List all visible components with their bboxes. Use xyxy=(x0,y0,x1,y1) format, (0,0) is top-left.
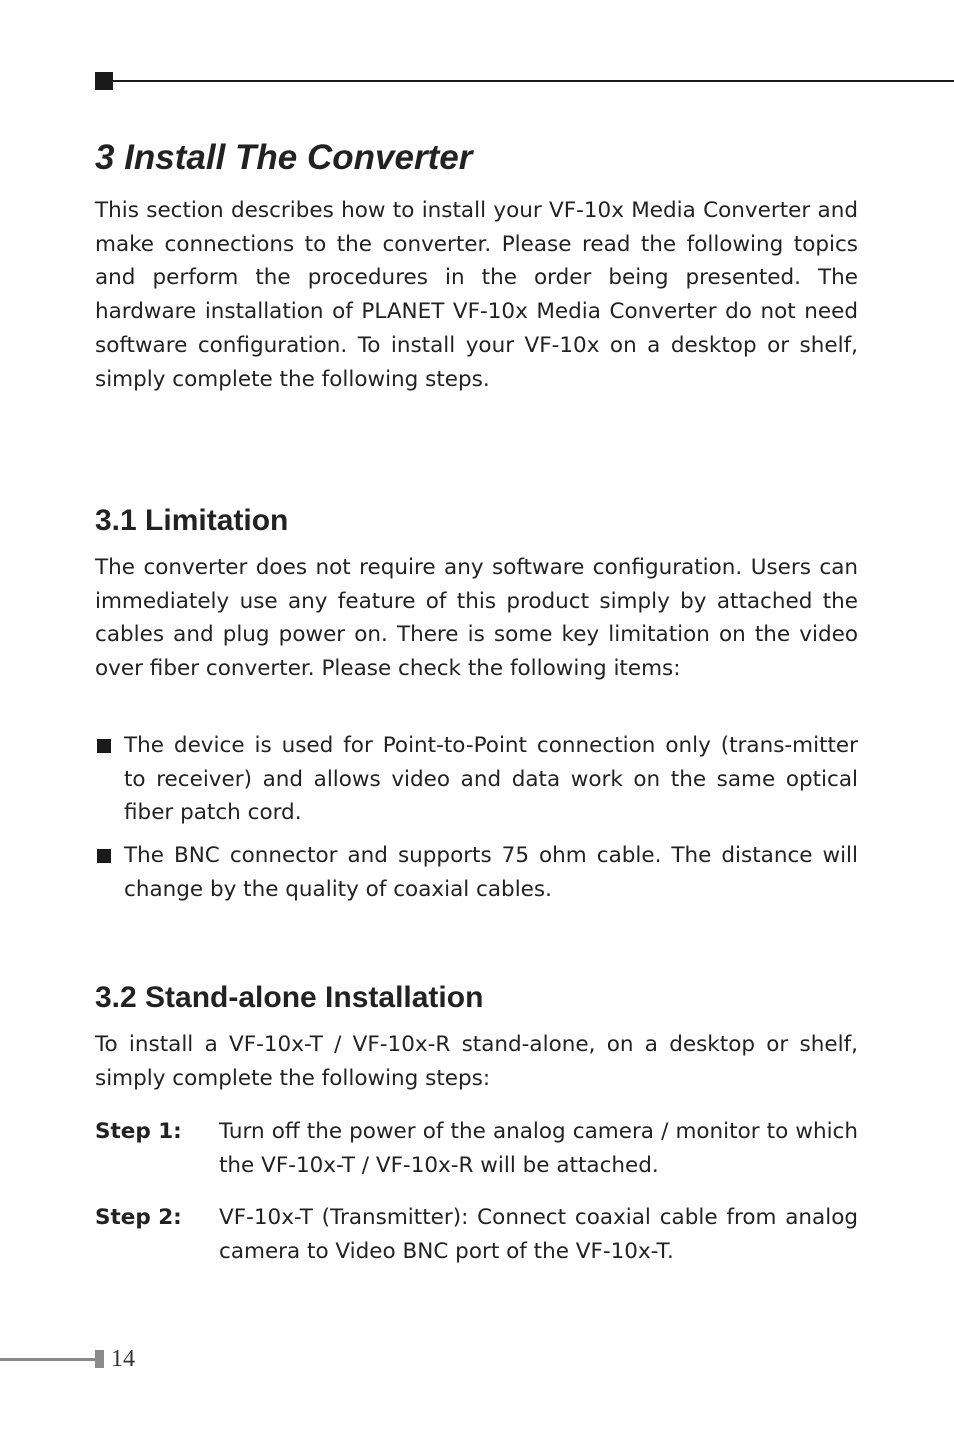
limitation-bullet-text: The device is used for Point-to-Point connection only (trans-mitter to receiver) and allows video and data work on the same optical fiber patch cord. xyxy=(124,733,858,826)
footer-rule-line xyxy=(0,1358,95,1361)
limitation-bullet-list xyxy=(95,729,858,916)
step-label: Step 2: xyxy=(95,1205,182,1230)
chapter-intro-paragraph: This section describes how to install your VF-10x Media Converter and make connections to the converter. Please read the following topics and perform the procedures in the order being presented. The hardware installation of PLANET VF-10x Media Converter do not need software configuration. To install your VF-10x on a desktop or shelf, simply complete the following steps. xyxy=(95,198,858,392)
limitation-bullet-text: The BNC connector and supports 75 ohm cable. The distance will change by the quality of coaxial cables. xyxy=(124,843,858,902)
standalone-paragraph: To install a VF-10x-T / VF-10x-R stand-alone, on a desktop or shelf, simply complete the following steps: xyxy=(95,1032,858,1091)
step-label: Step 1: xyxy=(95,1119,182,1144)
page-number: 14 xyxy=(111,1346,135,1372)
limitation-bullet-item xyxy=(95,729,858,830)
chapter-title: 3 Install The Converter xyxy=(95,138,473,177)
header-rule-square xyxy=(95,72,113,90)
limitation-paragraph: The converter does not require any software configuration. Users can immediately use any feature of this product simply by attached the cables and plug power on. There is some key limitation on the video over fiber converter. Please check the following items: xyxy=(95,555,858,682)
limitation-bullet-item xyxy=(95,839,858,906)
step-item xyxy=(95,1115,858,1182)
footer-rule-tab xyxy=(95,1350,104,1368)
header-rule-line xyxy=(113,80,954,82)
section-heading-standalone: 3.2 Stand-alone Installation xyxy=(95,981,484,1014)
step-text: VF-10x-T (Transmitter): Connect coaxial cable from analog camera to Video BNC port of the VF-10x-T. xyxy=(219,1205,858,1264)
square-bullet-icon xyxy=(97,849,111,863)
square-bullet-icon xyxy=(97,739,111,753)
step-item xyxy=(95,1201,858,1268)
section-heading-limitation: 3.1 Limitation xyxy=(95,504,289,537)
step-text: Turn off the power of the analog camera / monitor to which the VF-10x-T / VF-10x-R will be attached. xyxy=(219,1119,858,1178)
